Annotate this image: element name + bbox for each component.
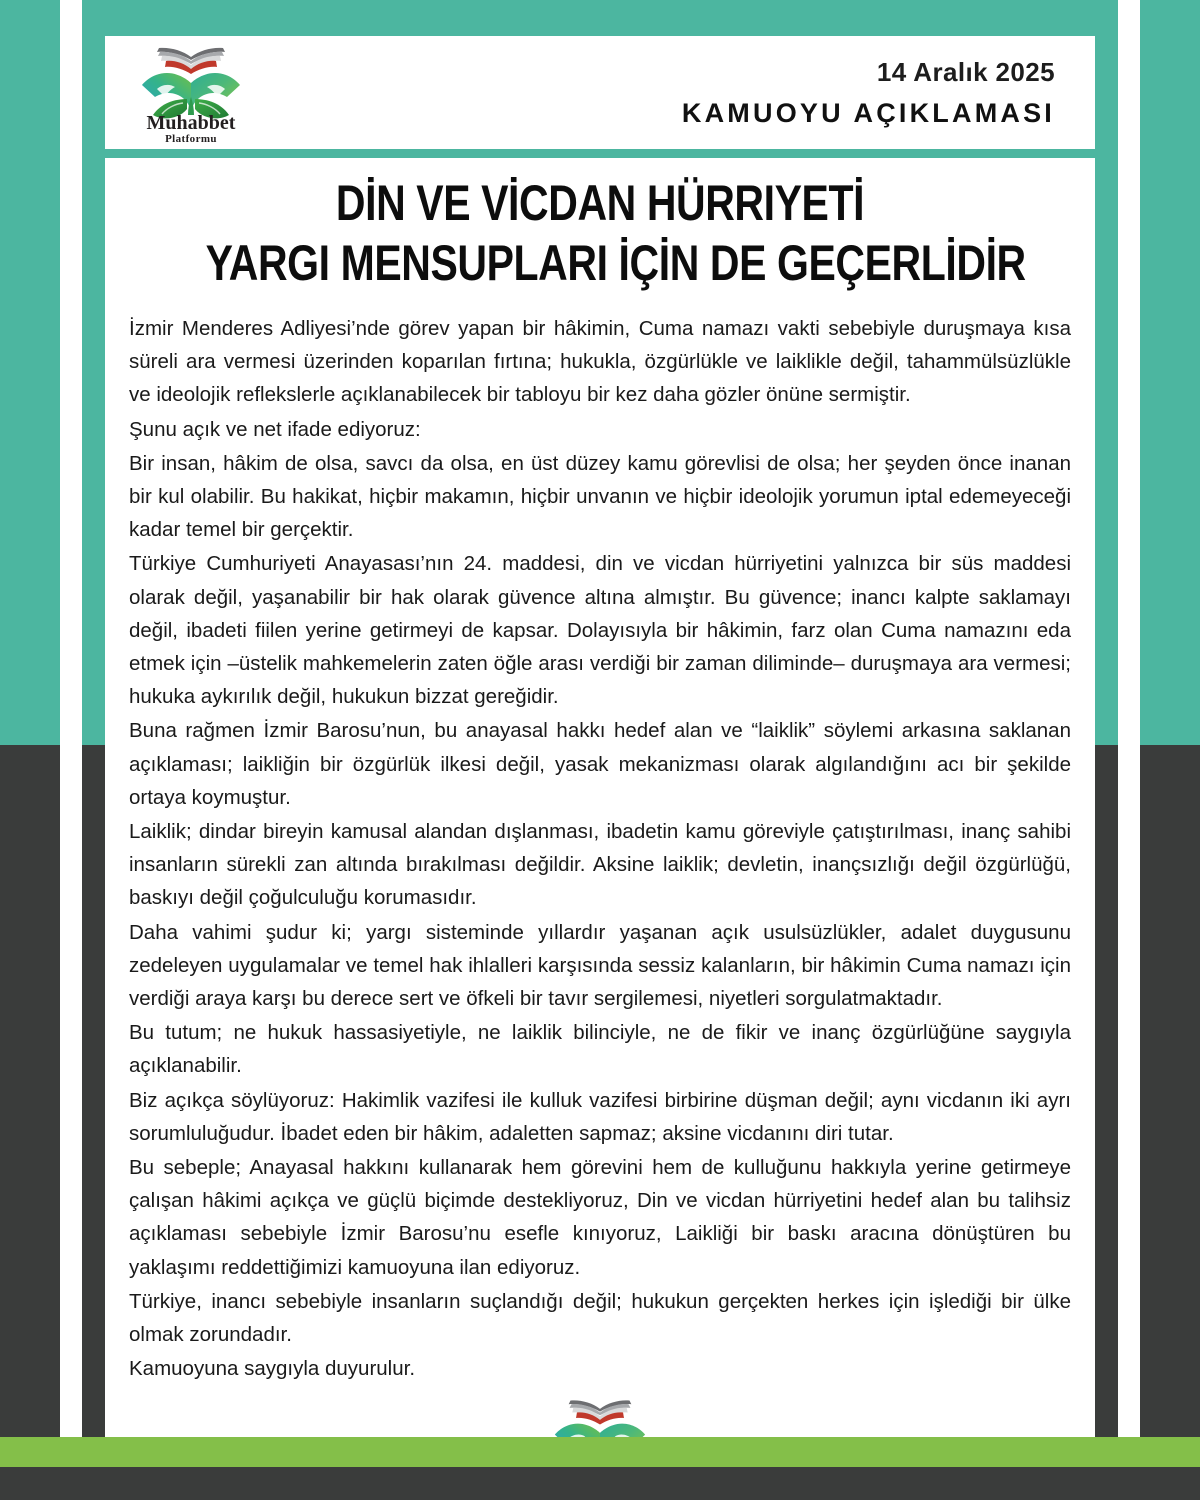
header-separator [105,149,1095,158]
statement-paragraph: Türkiye Cumhuriyeti Anayasası’nın 24. maddesi, din ve vicdan hürriyetini yalnızca bir süs maddesi olarak değil, yaşanabilir bir hak olarak güvence altına almıştır. Bu güvence; inancı kalpte saklamayı değil, ibadeti fiilen yerine getirmeyi de kapsar. Dolayısıyla bir hâkimin, farz olan Cuma namazını eda etmek için –üstelik mahkemelerin zaten öğle arası verdiği bir zaman diliminde– duruşmaya ara vermesi; hukuka aykırılık değil, hukukun bizzat gereğidir. [129,552,1071,709]
brand-subtitle: Platformu [165,132,217,145]
statement-paragraph: İzmir Menderes Adliyesi’nde görev yapan bir hâkimin, Cuma namazı vakti sebebiyle duruşmaya kısa süreli ara vermesi üzerinden koparılan fırtına; hukukla, özgürlükle ve laiklikle değil, tahammülsüzlükle ve ideolojik reflekslerle açıklanabilecek bir tabloyu bir kez daha gözler önüne sermiştir. [129,317,1071,407]
left-edge-strip [60,0,82,1500]
document-header [105,36,1095,149]
statement-paragraph: Bir insan, hâkim de olsa, savcı da olsa, en üst düzey kamu görevlisi de olsa; her şeyden önce inanan bir kul olabilir. Bu hakikat, hiçbir makamın, hiçbir unvanın ve hiçbir ideolojik yorumun iptal edemeyeceği kadar temel bir gerçektir. [129,451,1071,542]
brand-logo [127,41,255,145]
book-pages-icon [569,1400,632,1424]
brand-name: Muhabbet [146,111,236,134]
statement-body [105,296,1095,1386]
book-pages-icon [157,47,225,73]
headline-block [105,158,1095,296]
right-edge-strip [1118,0,1140,1500]
statement-paragraph: Buna rağmen İzmir Barosu’nun, bu anayasal hakkı hedef alan ve “laiklik” söylemi arkasına saklanan açıklaması; laikliğin bir özgürlük ilkesi değil, yasak mekanizması olarak algılandığını acı bir şekilde ortaya koymuştur. [129,719,1071,809]
footer-green-bar [0,1437,1200,1467]
statement-paragraph: Kamuoyuna saygıyla duyurulur. [129,1357,416,1381]
headline-line-1: DİN VE VİCDAN HÜRRIYETİ [335,175,865,231]
document-kicker: KAMUOYU AÇIKLAMASI [681,97,1055,128]
content-card [105,36,1095,1441]
statement-paragraph: Laiklik; dindar bireyin kamusal alandan dışlanması, ibadetin kamu göreviyle çatıştırılması, inanç sahibi insanların sürekli zan altında bırakılması değildir. Aksine laiklik; devletin, inançsızlığı değil özgürlüğü, baskıyı değil çoğulculuğu korumasıdır. [129,820,1071,910]
footer-dark-bar [0,1467,1200,1500]
statement-paragraph: Bu tutum; ne hukuk hassasiyetiyle, ne laiklik bilinciyle, ne de fikir ve inanç özgürlüğüne saygıyla açıklanabilir. [129,1021,1071,1078]
headline-line-2: YARGI MENSUPLARI İÇİN DE GEÇERLİDİR [205,235,1026,291]
statement-paragraph: Daha vahimi şudur ki; yargı sisteminde yıllardır yaşanan açık usulsüzlükler, adalet duygusunu zedeleyen uygulamalar ve temel hak ihlalleri karşısında sessiz kalanların, bir hâkimin Cuma namazı için verdiği araya karşı bu derece sert ve öfkeli bir tavır sergilemesi, niyetleri sorgulatmaktadır. [129,920,1071,1011]
document-date: 14 Aralık 2025 [876,56,1055,87]
statement-paragraph: Biz açıkça söylüyoruz: Hakimlik vazifesi ile kulluk vazifesi birbirine düşman değil; aynı vicdanın iki ayrı sorumluluğudur. İbadet eden bir hâkim, adaletten sapmaz; aksine vicdanını diri tutar. [129,1088,1071,1145]
statement-paragraph: Bu sebeple; Anayasal hakkını kullanarak hem görevini hem de kulluğunu hakkıyla yerine getirmeye çalışan hâkimi açıkça ve güçlü biçimde destekliyoruz, Din ve vicdan hürriyetini hedef alan bu talihsiz açıklaması sebebiyle İzmir Barosu’nu esefle kınıyoruz, Laikliği bir baskı aracına dönüştüren bu yaklaşımı reddettiğimizi kamuoyuna ilan ediyoruz. [129,1156,1071,1279]
statement-paragraph: Şunu açık ve net ifade ediyoruz: [129,417,421,441]
statement-paragraph: Türkiye, inancı sebebiyle insanların suçlandığı değil; hukukun gerçekten herkes için işlediği bir ülke olmak zorundadır. [129,1289,1071,1347]
header-text-block [682,57,1077,129]
